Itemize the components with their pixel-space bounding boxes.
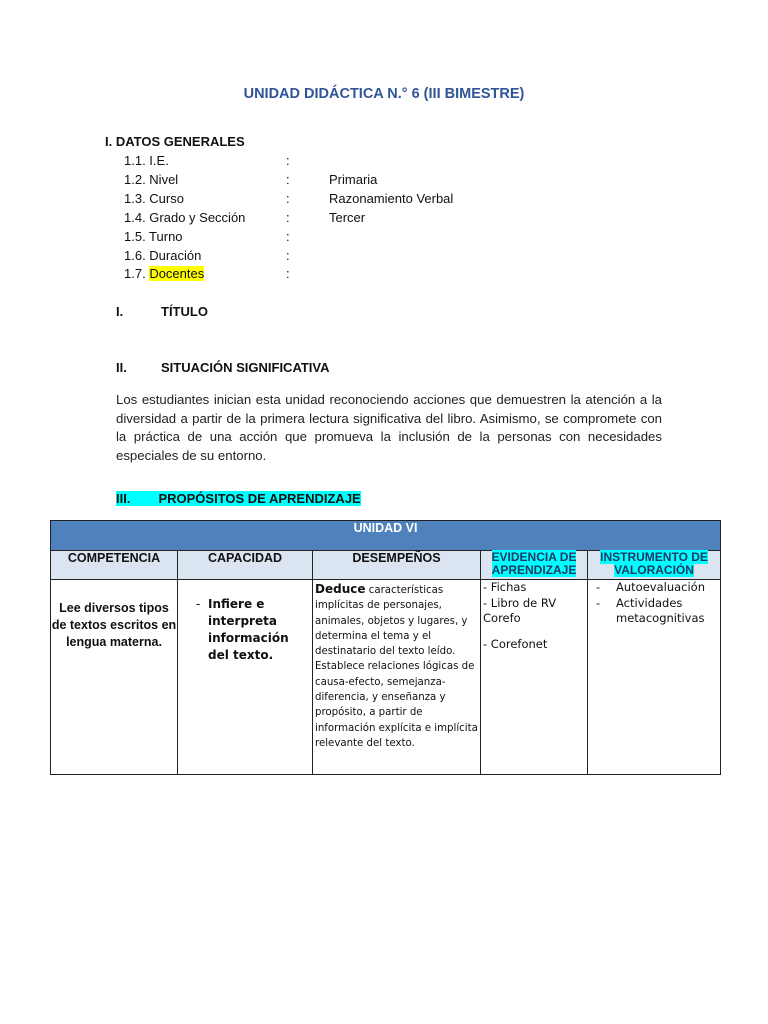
evidencia-item: - Corefonet <box>483 636 548 651</box>
header-evidencia <box>481 551 588 580</box>
header-evidencia-text: EVIDENCIA DE APRENDIZAJE <box>491 550 577 577</box>
situacion-section-number: II. <box>116 360 127 375</box>
datos-row <box>124 153 624 171</box>
instrumento-item <box>592 596 716 627</box>
titulo-section-label: TÍTULO <box>161 304 208 319</box>
capacidad-text: Infiere e interpreta información del texto. <box>208 597 289 662</box>
capacidad-cell <box>178 580 313 775</box>
datos-colon: : <box>286 210 290 225</box>
competencia-cell: Lee diversos tipos de textos escritos en lengua materna. <box>51 580 178 775</box>
evidencia-item: - Fichas <box>483 580 527 594</box>
datos-label-text: 1.2. Nivel <box>124 172 179 187</box>
datos-label <box>124 210 245 225</box>
datos-label-text: 1.6. Duración <box>124 248 202 263</box>
datos-row <box>124 229 624 247</box>
desempenos-cell <box>313 580 481 775</box>
datos-label <box>124 266 204 281</box>
situacion-section-label: SITUACIÓN SIGNIFICATIVA <box>161 360 330 375</box>
header-competencia: COMPETENCIA <box>51 551 178 580</box>
datos-colon: : <box>286 266 290 281</box>
evidencia-cell <box>481 580 588 775</box>
desempeno-lead: Deduce <box>315 582 366 596</box>
propositos-section-number: III. <box>116 491 131 506</box>
datos-label-text: 1.1. I.E. <box>124 153 169 168</box>
capacidad-dash: - <box>196 597 201 611</box>
datos-row <box>124 191 624 209</box>
instrumento-text: Actividades metacognitivas <box>616 595 705 625</box>
instrumento-item <box>592 580 716 596</box>
unit-header: UNIDAD VI <box>51 521 721 551</box>
datos-colon: : <box>286 229 290 244</box>
header-instrumento-text: INSTRUMENTO DE VALORACIÓN <box>600 550 708 577</box>
datos-label-text: 1.3. Curso <box>124 191 184 206</box>
evidencia-item: - Libro de RV Corefo <box>483 595 557 625</box>
datos-label <box>124 248 201 263</box>
situacion-paragraph: Los estudiantes inician esta unidad reconociendo acciones que demuestren la atención a la diversidad a partir de la primera lectura significativa del libro. Asimismo, se compromete con la práctica de una acción que promueva la inclusión de la personas con necesidades especiales de su entorno. <box>116 392 662 463</box>
header-capacidad: CAPACIDAD <box>178 551 313 580</box>
propositos-section-label: PROPÓSITOS DE APRENDIZAJE <box>158 491 361 506</box>
header-desempenos: DESEMPEÑOS <box>313 551 481 580</box>
datos-colon: : <box>286 172 290 187</box>
instrumento-cell <box>588 580 721 775</box>
document-title: UNIDAD DIDÁCTICA N.° 6 (III BIMESTRE) <box>243 86 525 102</box>
datos-value: Razonamiento Verbal <box>329 191 454 206</box>
datos-row <box>124 266 624 284</box>
datos-row <box>124 172 624 190</box>
titulo-section-number: I. <box>116 304 124 319</box>
datos-label <box>124 229 183 244</box>
datos-colon: : <box>286 248 290 263</box>
instrumento-dash: - <box>596 580 601 594</box>
datos-label-text: 1.5. Turno <box>124 229 183 244</box>
datos-colon: : <box>286 191 290 206</box>
desempeno-text: características implícitas de personajes, animales, objetos y lugares, y determina el tema y el destinatario del texto leído. Establece relaciones lógicas de causa-efecto, semejanza-diferencia, y enseñanza y propósito, a partir de información explícita e implícita relevante del texto. <box>315 585 478 749</box>
datos-colon: : <box>286 153 290 168</box>
datos-value: Tercer <box>329 210 366 225</box>
header-instrumento <box>588 551 721 580</box>
datos-label <box>124 153 169 168</box>
propositos-heading <box>116 491 361 506</box>
datos-label-text: 1.4. Grado y Sección <box>124 210 246 225</box>
datos-generales-heading: I. DATOS GENERALES <box>105 134 245 149</box>
datos-value: Primaria <box>329 172 378 187</box>
datos-label <box>124 191 184 206</box>
datos-label <box>124 172 178 187</box>
instrumento-text: Autoevaluación <box>616 580 706 594</box>
propositos-table <box>50 520 721 775</box>
datos-label-text: 1.7. <box>124 266 146 281</box>
instrumento-dash: - <box>596 595 601 610</box>
datos-row <box>124 210 624 228</box>
datos-row <box>124 248 624 266</box>
datos-label-highlight: Docentes <box>149 266 205 281</box>
